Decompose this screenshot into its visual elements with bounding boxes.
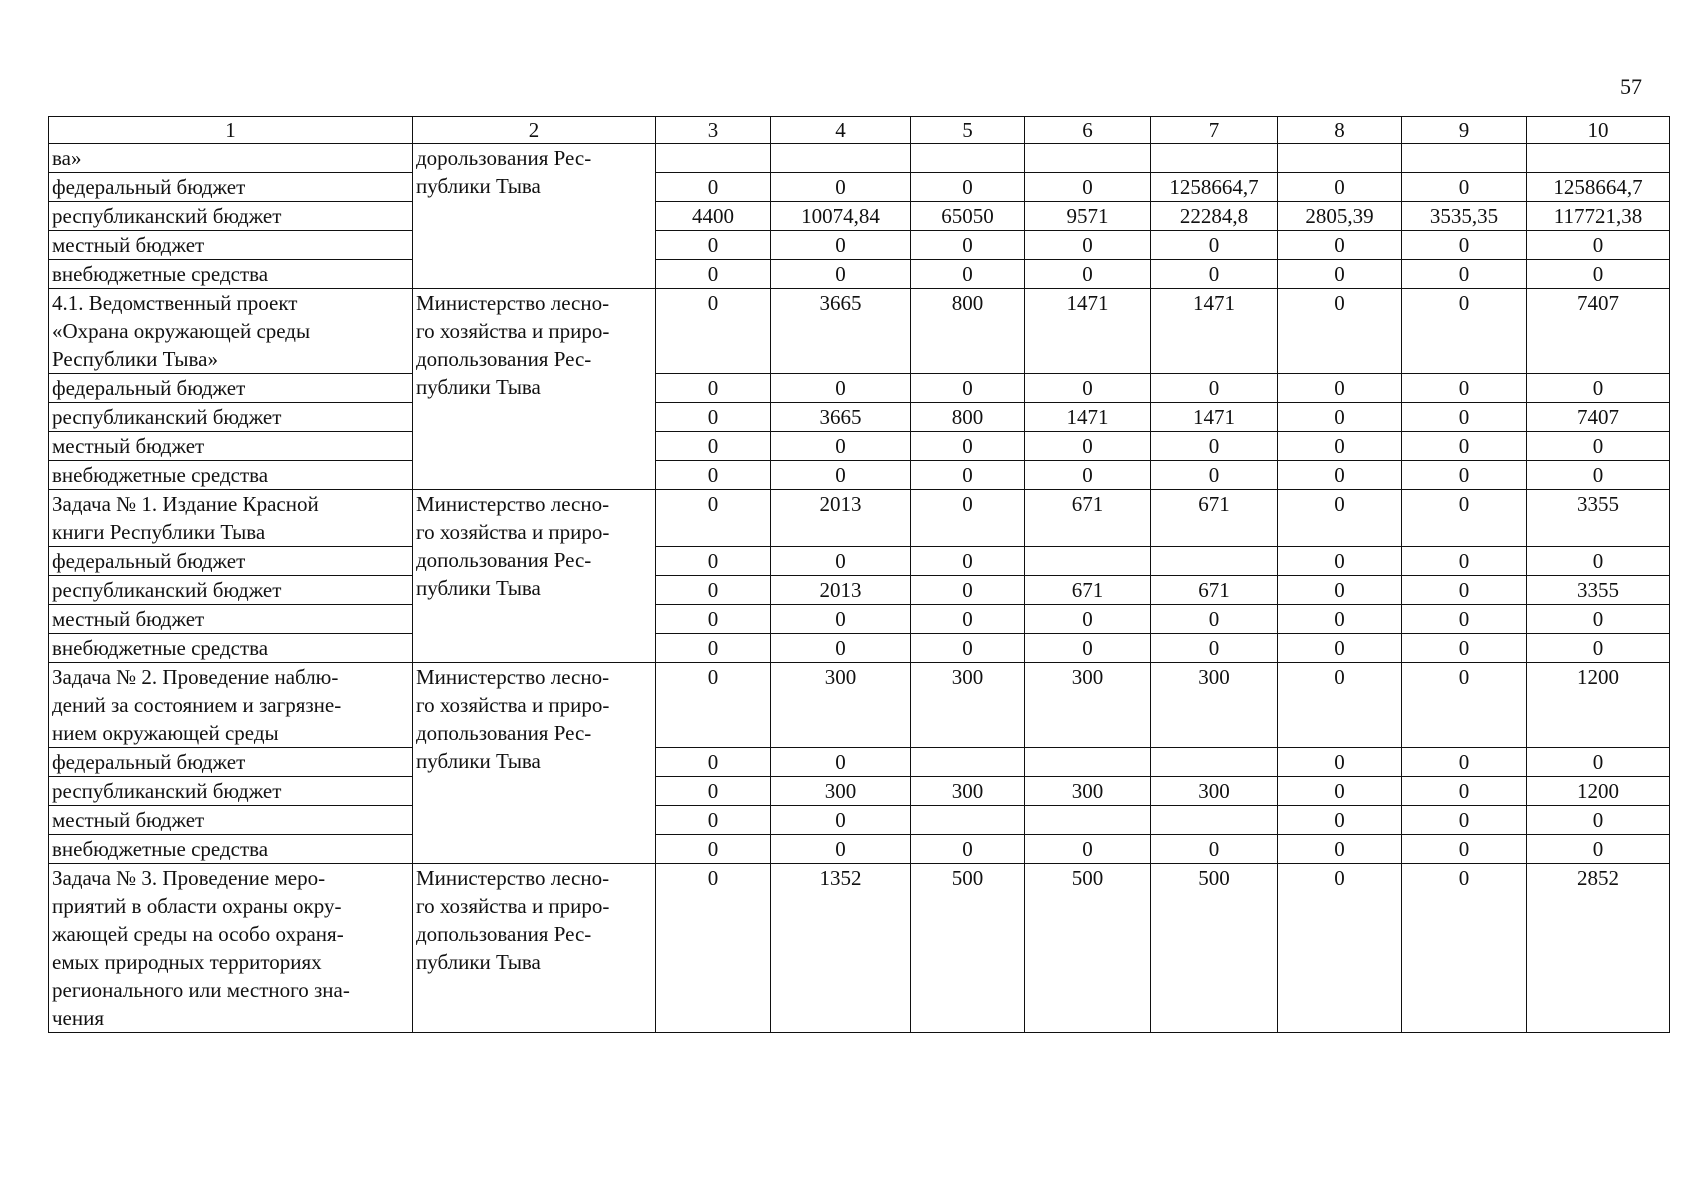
value-cell-col6: 0 [1025,634,1151,663]
value-cell-col9: 0 [1402,260,1527,289]
row-label: федеральный бюджет [49,173,413,202]
value-cell-col5: 0 [911,231,1025,260]
value-cell-col8: 0 [1278,806,1402,835]
value-cell-col10: 0 [1527,461,1670,490]
value-cell-col10: 0 [1527,835,1670,864]
value-cell-col3: 0 [656,605,771,634]
value-cell-col7 [1151,547,1278,576]
value-cell-col7: 671 [1151,490,1278,547]
value-cell-col7 [1151,144,1278,173]
value-cell-col10: 1200 [1527,663,1670,748]
value-cell-col9: 0 [1402,173,1527,202]
value-cell-col5: 500 [911,864,1025,1033]
value-cell-col10: 0 [1527,605,1670,634]
value-cell-col5: 0 [911,634,1025,663]
header-cell-6: 6 [1025,117,1151,144]
value-cell-col5: 0 [911,432,1025,461]
value-cell-col4: 2013 [771,576,911,605]
value-cell-col6: 671 [1025,490,1151,547]
value-cell-col7: 0 [1151,461,1278,490]
value-cell-col3: 0 [656,289,771,374]
value-cell-col10: 0 [1527,432,1670,461]
table-row [49,144,1670,173]
value-cell-col9: 0 [1402,289,1527,374]
value-cell-col9: 3535,35 [1402,202,1527,231]
value-cell-col5: 0 [911,374,1025,403]
row-label: внебюджетные средства [49,260,413,289]
value-cell-col6: 500 [1025,864,1151,1033]
row-label: федеральный бюджет [49,547,413,576]
value-cell-col3: 0 [656,374,771,403]
row-label: республиканский бюджет [49,777,413,806]
value-cell-col3: 0 [656,663,771,748]
value-cell-col7: 0 [1151,260,1278,289]
value-cell-col10: 0 [1527,231,1670,260]
value-cell-col4: 10074,84 [771,202,911,231]
value-cell-col6: 0 [1025,835,1151,864]
value-cell-col7: 0 [1151,605,1278,634]
value-cell-col9: 0 [1402,835,1527,864]
value-cell-col3: 0 [656,864,771,1033]
row-label: местный бюджет [49,605,413,634]
value-cell-col4 [771,144,911,173]
value-cell-col9 [1402,144,1527,173]
value-cell-col3: 0 [656,748,771,777]
value-cell-col7 [1151,806,1278,835]
value-cell-col8: 0 [1278,289,1402,374]
table-header [49,117,1670,144]
row-label: республиканский бюджет [49,202,413,231]
table-row [49,663,1670,748]
value-cell-col5: 0 [911,490,1025,547]
value-cell-col6: 0 [1025,173,1151,202]
value-cell-col3: 0 [656,634,771,663]
header-cell-7: 7 [1151,117,1278,144]
value-cell-col4: 0 [771,461,911,490]
table-row [49,374,1670,403]
value-cell-col7: 0 [1151,835,1278,864]
value-cell-col10: 3355 [1527,576,1670,605]
value-cell-col3: 0 [656,461,771,490]
value-cell-col4: 300 [771,777,911,806]
value-cell-col9: 0 [1402,748,1527,777]
value-cell-col7: 1471 [1151,403,1278,432]
value-cell-col4: 0 [771,432,911,461]
value-cell-col10: 117721,38 [1527,202,1670,231]
row-label: внебюджетные средства [49,835,413,864]
value-cell-col5 [911,144,1025,173]
row-label: федеральный бюджет [49,374,413,403]
value-cell-col3: 0 [656,173,771,202]
table-row [49,231,1670,260]
value-cell-col5: 0 [911,547,1025,576]
value-cell-col3 [656,144,771,173]
value-cell-col5: 0 [911,461,1025,490]
table-row [49,777,1670,806]
value-cell-col9: 0 [1402,806,1527,835]
value-cell-col4: 1352 [771,864,911,1033]
value-cell-col3: 0 [656,835,771,864]
value-cell-col8: 0 [1278,663,1402,748]
value-cell-col8: 0 [1278,777,1402,806]
value-cell-col5 [911,806,1025,835]
value-cell-col6: 0 [1025,374,1151,403]
executor-cell: Министерство лесно- го хозяйства и приро- допользования Рес- публики Тыва [413,864,656,1033]
value-cell-col7: 500 [1151,864,1278,1033]
value-cell-col4: 0 [771,634,911,663]
value-cell-col3: 0 [656,576,771,605]
value-cell-col10: 0 [1527,806,1670,835]
value-cell-col9: 0 [1402,374,1527,403]
row-label: местный бюджет [49,432,413,461]
row-label: 4.1. Ведомственный проект «Охрана окружающей среды Республики Тыва» [49,289,413,374]
value-cell-col6: 300 [1025,777,1151,806]
value-cell-col8: 0 [1278,231,1402,260]
value-cell-col4: 0 [771,173,911,202]
value-cell-col8: 0 [1278,173,1402,202]
value-cell-col5 [911,748,1025,777]
value-cell-col6: 0 [1025,260,1151,289]
value-cell-col9: 0 [1402,547,1527,576]
value-cell-col5: 0 [911,173,1025,202]
value-cell-col7: 1258664,7 [1151,173,1278,202]
value-cell-col6: 0 [1025,231,1151,260]
value-cell-col4: 0 [771,260,911,289]
value-cell-col9: 0 [1402,231,1527,260]
table-row [49,634,1670,663]
value-cell-col7: 22284,8 [1151,202,1278,231]
table-body [49,144,1670,1033]
value-cell-col5: 300 [911,777,1025,806]
value-cell-col8: 0 [1278,634,1402,663]
value-cell-col8: 0 [1278,835,1402,864]
table-row [49,490,1670,547]
value-cell-col7: 1471 [1151,289,1278,374]
page-number: 57 [1620,74,1642,99]
value-cell-col4: 300 [771,663,911,748]
table-row [49,202,1670,231]
value-cell-col10 [1527,144,1670,173]
table-row [49,605,1670,634]
value-cell-col10: 0 [1527,748,1670,777]
value-cell-col4: 0 [771,748,911,777]
value-cell-col6: 300 [1025,663,1151,748]
value-cell-col5: 800 [911,403,1025,432]
value-cell-col6 [1025,547,1151,576]
value-cell-col8 [1278,144,1402,173]
value-cell-col4: 0 [771,605,911,634]
value-cell-col6: 0 [1025,461,1151,490]
value-cell-col5: 0 [911,605,1025,634]
header-cell-4: 4 [771,117,911,144]
value-cell-col10: 2852 [1527,864,1670,1033]
value-cell-col4: 0 [771,835,911,864]
value-cell-col6 [1025,748,1151,777]
header-cell-3: 3 [656,117,771,144]
value-cell-col5: 300 [911,663,1025,748]
table-row [49,461,1670,490]
table-row [49,835,1670,864]
table-row [49,432,1670,461]
row-label: республиканский бюджет [49,576,413,605]
value-cell-col8: 0 [1278,260,1402,289]
value-cell-col7 [1151,748,1278,777]
value-cell-col4: 0 [771,374,911,403]
value-cell-col4: 2013 [771,490,911,547]
value-cell-col8: 0 [1278,864,1402,1033]
value-cell-col3: 0 [656,231,771,260]
executor-cell: Министерство лесно- го хозяйства и приро- допользования Рес- публики Тыва [413,663,656,864]
executor-cell: Министерство лесно- го хозяйства и приро- допользования Рес- публики Тыва [413,289,656,490]
table-row [49,403,1670,432]
value-cell-col9: 0 [1402,461,1527,490]
value-cell-col3: 0 [656,490,771,547]
value-cell-col9: 0 [1402,432,1527,461]
table-row [49,748,1670,777]
row-label: внебюджетные средства [49,634,413,663]
value-cell-col10: 7407 [1527,289,1670,374]
value-cell-col3: 0 [656,547,771,576]
value-cell-col10: 1200 [1527,777,1670,806]
value-cell-col4: 0 [771,806,911,835]
header-cell-5: 5 [911,117,1025,144]
value-cell-col5: 0 [911,835,1025,864]
row-label: местный бюджет [49,806,413,835]
value-cell-col10: 3355 [1527,490,1670,547]
value-cell-col3: 0 [656,432,771,461]
value-cell-col3: 0 [656,806,771,835]
value-cell-col4: 0 [771,231,911,260]
value-cell-col6: 671 [1025,576,1151,605]
header-cell-9: 9 [1402,117,1527,144]
table-row [49,547,1670,576]
table-row [49,576,1670,605]
value-cell-col9: 0 [1402,777,1527,806]
value-cell-col3: 4400 [656,202,771,231]
value-cell-col9: 0 [1402,864,1527,1033]
value-cell-col6: 9571 [1025,202,1151,231]
row-label: ва» [49,144,413,173]
value-cell-col4: 0 [771,547,911,576]
value-cell-col7: 0 [1151,374,1278,403]
value-cell-col9: 0 [1402,634,1527,663]
value-cell-col7: 0 [1151,432,1278,461]
executor-cell: Министерство лесно- го хозяйства и приро- допользования Рес- публики Тыва [413,490,656,663]
value-cell-col5: 800 [911,289,1025,374]
row-label: Задача № 3. Проведение меро- приятий в области охраны окру- жающей среды на особо охраня- емых природных территориях регионального или местного зна- чения [49,864,413,1033]
value-cell-col9: 0 [1402,663,1527,748]
value-cell-col6: 0 [1025,432,1151,461]
value-cell-col8: 0 [1278,461,1402,490]
row-label: федеральный бюджет [49,748,413,777]
header-cell-2: 2 [413,117,656,144]
table-row [49,260,1670,289]
value-cell-col5: 0 [911,260,1025,289]
value-cell-col4: 3665 [771,403,911,432]
value-cell-col6: 1471 [1025,403,1151,432]
value-cell-col9: 0 [1402,403,1527,432]
value-cell-col8: 0 [1278,748,1402,777]
budget-table [48,116,1670,1033]
value-cell-col8: 0 [1278,403,1402,432]
value-cell-col8: 0 [1278,432,1402,461]
value-cell-col8: 0 [1278,576,1402,605]
header-cell-8: 8 [1278,117,1402,144]
value-cell-col6: 0 [1025,605,1151,634]
value-cell-col10: 1258664,7 [1527,173,1670,202]
value-cell-col5: 0 [911,576,1025,605]
value-cell-col6: 1471 [1025,289,1151,374]
row-label: республиканский бюджет [49,403,413,432]
table-row [49,173,1670,202]
value-cell-col9: 0 [1402,490,1527,547]
value-cell-col7: 0 [1151,231,1278,260]
value-cell-col4: 3665 [771,289,911,374]
row-label: местный бюджет [49,231,413,260]
value-cell-col6 [1025,806,1151,835]
value-cell-col7: 0 [1151,634,1278,663]
value-cell-col10: 0 [1527,634,1670,663]
value-cell-col8: 0 [1278,374,1402,403]
value-cell-col8: 2805,39 [1278,202,1402,231]
header-cell-10: 10 [1527,117,1670,144]
value-cell-col3: 0 [656,260,771,289]
row-label: Задача № 2. Проведение наблю- дений за состоянием и загрязне- нием окружающей среды [49,663,413,748]
value-cell-col10: 0 [1527,260,1670,289]
table-row [49,864,1670,1033]
value-cell-col10: 0 [1527,547,1670,576]
row-label: внебюджетные средства [49,461,413,490]
value-cell-col9: 0 [1402,576,1527,605]
value-cell-col10: 7407 [1527,403,1670,432]
header-cell-1: 1 [49,117,413,144]
table-row [49,289,1670,374]
value-cell-col8: 0 [1278,605,1402,634]
value-cell-col8: 0 [1278,490,1402,547]
value-cell-col3: 0 [656,777,771,806]
value-cell-col9: 0 [1402,605,1527,634]
value-cell-col7: 300 [1151,777,1278,806]
value-cell-col10: 0 [1527,374,1670,403]
value-cell-col5: 65050 [911,202,1025,231]
value-cell-col7: 300 [1151,663,1278,748]
value-cell-col8: 0 [1278,547,1402,576]
executor-cell: дopoльзoвaния Рес- публики Тыва [413,144,656,289]
value-cell-col7: 671 [1151,576,1278,605]
table-row [49,806,1670,835]
value-cell-col3: 0 [656,403,771,432]
value-cell-col6 [1025,144,1151,173]
row-label: Задача № 1. Издание Красной книги Республики Тыва [49,490,413,547]
